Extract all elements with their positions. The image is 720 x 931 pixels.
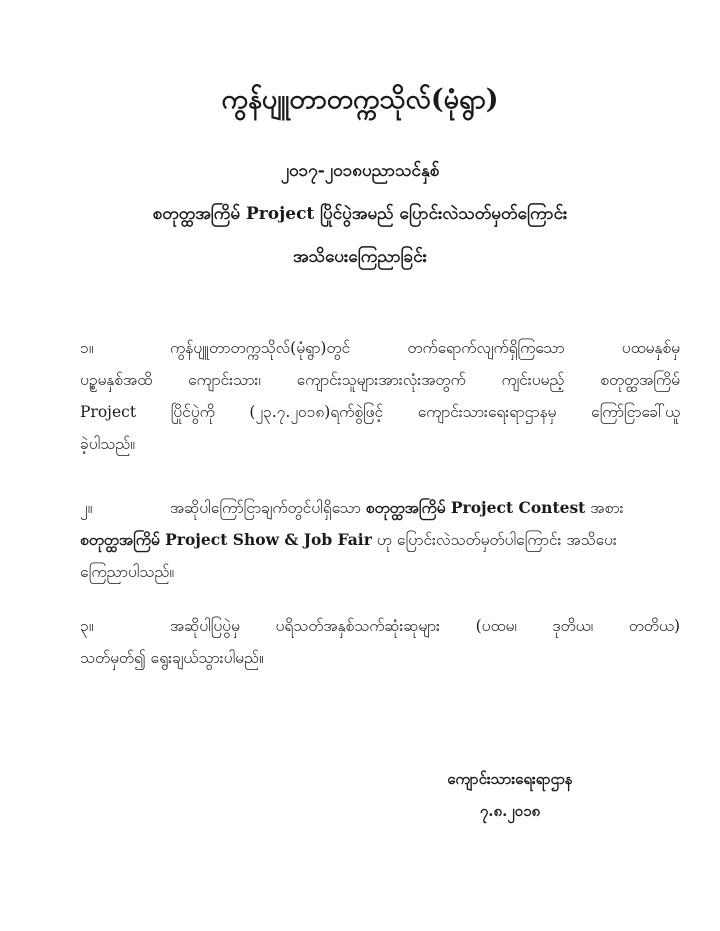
paragraph-text: အစား (585, 499, 624, 517)
paragraph-number: ၂။ (80, 499, 93, 517)
paragraph-text: ဟု ပြောင်းလဲသတ်မှတ်ပါကြောင်း အသိပေး (371, 531, 617, 549)
paragraph-number: ၃။ (80, 617, 94, 635)
paragraph-3-line-2: သတ်မှတ်၍ ရွေးချယ်သွားပါမည်။ (80, 649, 264, 667)
paragraph-text: အဆိုပါပြပွဲမှ ပရိသတ်အနှစ်သက်ဆုံးဆုများ (ပထမ၊ ဒုတိယ၊ တတိယ) (170, 617, 680, 635)
paragraph-1-line-3: Project ပြိုင်ပွဲကို (၂၃.၇.၂၀၁၈)ရက်စွဲဖြင့် ကျောင်းသားရေးရာဌာနမှ ကြော်ငြာခေါ်ယူ (80, 403, 680, 421)
paragraph-2-line-2 (80, 524, 680, 556)
paragraph-3 (80, 610, 680, 674)
university-title: ကွန်ပျူတာတက္ကသိုလ်(မုံရွာ) (221, 84, 499, 115)
contest-name-new: စတုတ္ထအကြိမ် Project Show & Job Fair (80, 530, 372, 549)
paragraph-2-line-1 (80, 492, 680, 524)
paragraph-1-line-2: ပဉ္စမနှစ်အထိ ကျောင်းသား၊ ကျောင်းသူများအားလုံးအတွက် ကျင်းပမည့် စတုတ္ထအကြိမ် (80, 371, 680, 389)
paragraph-1-line-1 (80, 332, 680, 364)
signature-date: ၇.၈.၂၀၁၈ (479, 802, 541, 820)
academic-year-heading: ၂၀၁၇-၂၀၁၈ပညာသင်နှစ် (280, 161, 440, 181)
subject-heading: စတုတ္ထအကြိမ် Project ပြိုင်ပွဲအမည် ပြောင်းလဲသတ်မှတ်ကြောင်း (152, 204, 568, 224)
announcement-heading: အသိပေးကြေညာခြင်း (293, 247, 427, 267)
paragraph-text: အဆိုပါကြော်ငြာချက်တွင်ပါရှိသော (170, 499, 366, 517)
paragraph-1-line-4: ခဲ့ပါသည်။ (80, 435, 135, 453)
paragraph-3-line-1 (80, 610, 680, 642)
paragraph-2 (80, 492, 680, 588)
signature-department: ကျောင်းသားရေးရာဌာန (447, 770, 573, 788)
contest-name-old: စတုတ္ထအကြိမ် Project Contest (365, 498, 586, 517)
paragraph-text: ကွန်ပျူတာတက္ကသိုလ်(မုံရွာ)တွင် တက်ရောက်လျက်ရှိကြသော ပထမနှစ်မှ (170, 339, 680, 357)
paragraph-number: ၁။ (80, 339, 94, 357)
paragraph-1 (80, 332, 680, 460)
paragraph-2-line-3: ကြေညာပါသည်။ (80, 563, 175, 581)
